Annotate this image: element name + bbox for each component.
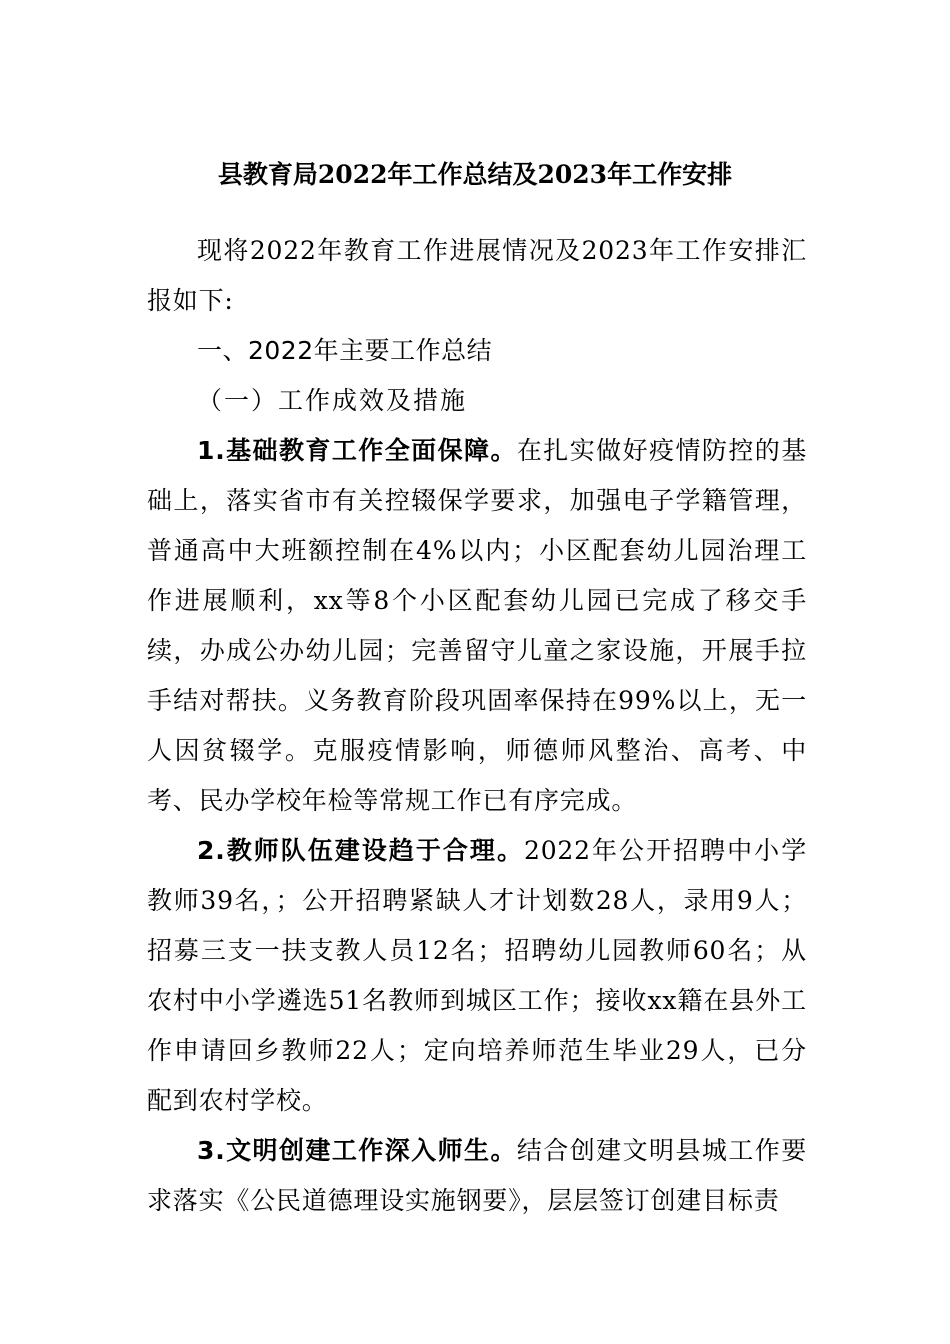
item-body-2: 2022年公开招聘中小学教师39名，；公开招聘紧缺人才计划数28人，录用9人；招募三支一扶支教人员12名；招聘幼儿园教师60名；从农村中小学遴选51名教师到城区工作；接收xx籍在县外工作申请回乡教师22人；定向培养师范生毕业29人，已分配到农村学校。 xyxy=(147,836,807,1115)
section-heading: 一、2022年主要工作总结 xyxy=(197,336,493,365)
intro-paragraph: 现将2022年教育工作进展情况及2023年工作安排汇报如下: xyxy=(147,236,807,315)
item-body-3: 结合创建文明县城工作要求落实《公民道德理设实施钢要》，层层签订创建目标责 xyxy=(147,1136,807,1215)
item-paragraph-3 xyxy=(147,1126,807,1226)
document-title: 县教育局2022年工作总结及2023年工作安排 xyxy=(217,160,733,189)
document-body xyxy=(147,226,807,1226)
subsection-heading: （一）工作成效及措施 xyxy=(197,386,468,415)
item-lead-2: 2.教师队伍建设趋于合理。 xyxy=(197,836,524,865)
item-lead-3: 3.文明创建工作深入师生。 xyxy=(197,1136,517,1165)
item-paragraph-2 xyxy=(147,826,807,1126)
item-paragraph-1 xyxy=(147,426,807,826)
item-lead-1: 1.基础教育工作全面保障。 xyxy=(197,436,517,465)
item-body-1: 在扎实做好疫情防控的基础上，落实省市有关控辍保学要求，加强电子学籍管理，普通高中大班额控制在4%以内；小区配套幼儿园治理工作进展顺利，xx等8个小区配套幼儿园已完成了移交手续，办成公办幼儿园；完善留守儿童之家设施，开展手拉手结对帮扶。义务教育阶段巩固率保持在99%以上，无一人因贫辍学。克服疫情影响，师德师风整治、高考、中考、民办学校年检等常规工作已有序完成。 xyxy=(147,436,807,815)
